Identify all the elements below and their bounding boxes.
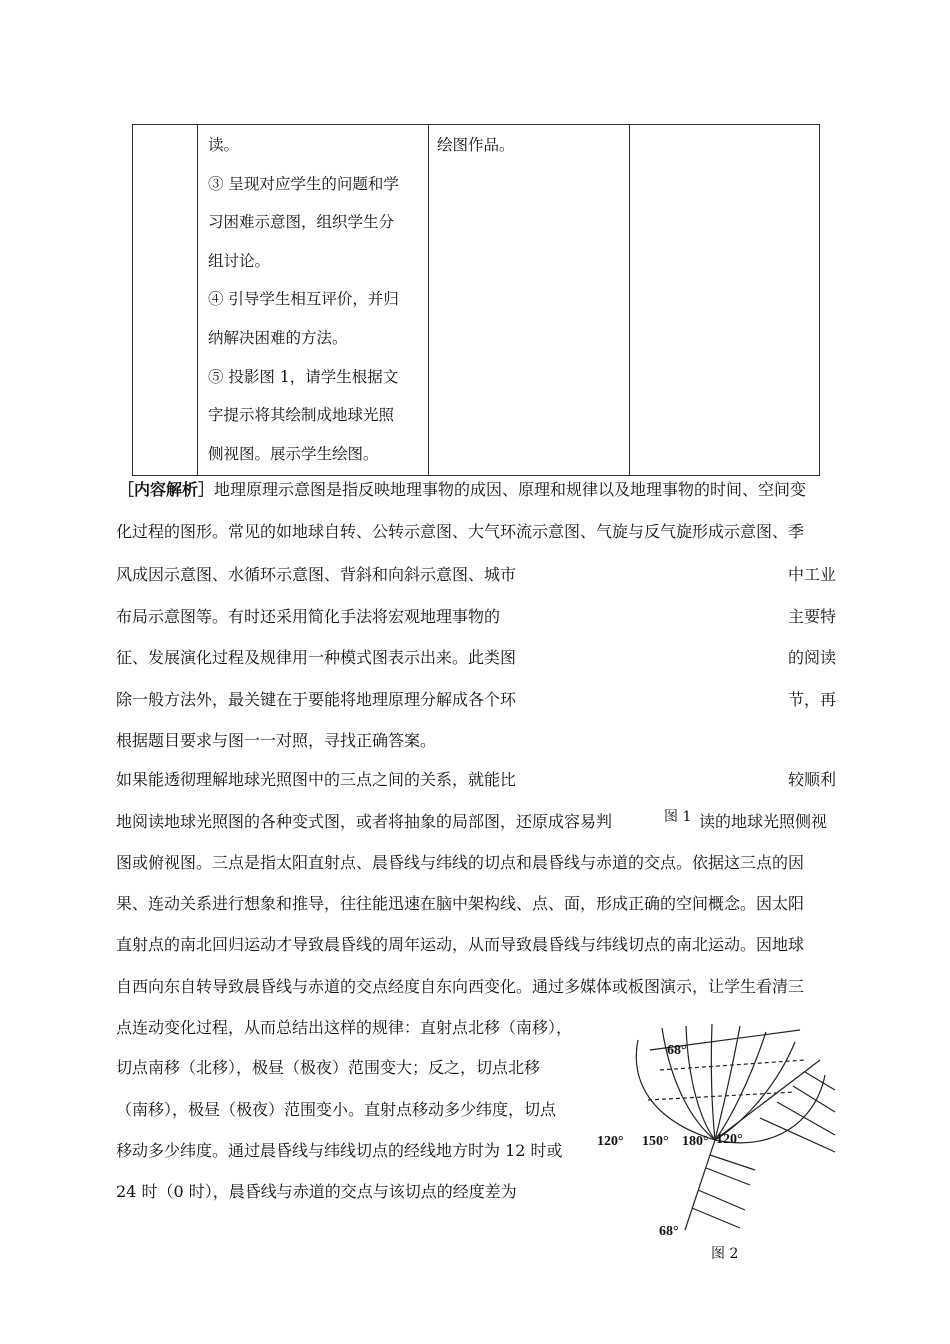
table-line: 绘图作品。 bbox=[437, 136, 515, 154]
analysis-line-17: 移动多少纬度。通过晨昏线与纬线切点的经线地方时为 12 时或 bbox=[116, 1141, 563, 1160]
table-line: ③ 呈现对应学生的问题和学 bbox=[208, 174, 399, 193]
table-cell-empty-1 bbox=[133, 125, 198, 476]
table-cell-student-activity bbox=[429, 125, 630, 476]
analysis-line-8b: 较顺利 bbox=[788, 770, 837, 789]
figure2-lon-3: 180° bbox=[682, 1134, 709, 1149]
figure2-lat-top: 68° bbox=[667, 1043, 687, 1058]
table-cell-empty-2 bbox=[630, 125, 820, 476]
figure2-lon-1: 120° bbox=[597, 1134, 624, 1149]
figure2-caption: 图 2 bbox=[711, 1246, 739, 1262]
table-line: ④ 引导学生相互评价，并归 bbox=[208, 290, 399, 309]
figure2-lat-bottom: 68° bbox=[659, 1224, 679, 1239]
table-line: 侧视图。展示学生绘图。 bbox=[208, 444, 379, 463]
table-cell-teacher-activity bbox=[198, 125, 429, 476]
analysis-line-9a: 地阅读地球光照图的各种变式图，或者将抽象的局部图，还原成容易判 bbox=[116, 812, 613, 831]
figure2-diagram bbox=[590, 1020, 850, 1240]
analysis-line-5a: 征、发展演化过程及规律用一种模式图表示出来。此类图 bbox=[116, 648, 517, 667]
analysis-line-12: 直射点的南北回归运动才导致晨昏线的周年运动，从而导致晨昏线与纬线切点的南北运动。因地球 bbox=[116, 935, 805, 954]
analysis-line-7: 根据题目要求与图一一对照，寻找正确答案。 bbox=[116, 731, 437, 750]
analysis-line-15: 切点南移（北移），极昼（极夜）范围变大；反之，切点北移 bbox=[116, 1058, 541, 1077]
analysis-line-4a: 布局示意图等。有时还采用简化手法将宏观地理事物的 bbox=[116, 607, 501, 626]
analysis-line-1 bbox=[118, 480, 806, 500]
analysis-line-5b: 的阅读 bbox=[788, 648, 837, 667]
table-line: 读。 bbox=[208, 136, 240, 154]
analysis-line-9b: 读的地球光照侧视 bbox=[699, 812, 828, 831]
analysis-line-2: 化过程的图形。常见的如地球自转、公转示意图、大气环流示意图、气旋与反气旋形成示意图、季 bbox=[116, 522, 805, 541]
analysis-line-14: 点连动变化过程，从而总结出这样的规律：直射点北移（南移）， bbox=[116, 1018, 573, 1037]
analysis-line-6b: 节，再 bbox=[788, 690, 837, 709]
analysis-line-16: （南移），极昼（极夜）范围变小。直射点移动多少纬度，切点 bbox=[116, 1100, 557, 1119]
figure2-lon-2: 150° bbox=[642, 1134, 669, 1149]
analysis-line-10: 图或俯视图。三点是指太阳直射点、晨昏线与纬线的切点和晨昏线与赤道的交点。依据这三点的因 bbox=[116, 853, 805, 872]
table-line: 纳解决困难的方法。 bbox=[208, 328, 348, 347]
analysis-line-3b: 中工业 bbox=[788, 565, 837, 584]
analysis-heading: ［内容解析］ bbox=[118, 480, 215, 499]
analysis-line-13: 自西向东自转导致晨昏线与赤道的交点经度自东向西变化。通过多媒体或板图演示，让学生看清三 bbox=[116, 977, 805, 996]
analysis-line-3a: 风成因示意图、水循环示意图、背斜和向斜示意图、城市 bbox=[116, 565, 517, 584]
analysis-line-8a: 如果能透彻理解地球光照图中的三点之间的关系，就能比 bbox=[116, 770, 517, 789]
table-line: 习困难示意图，组织学生分 bbox=[208, 213, 395, 232]
analysis-line-4b: 主要特 bbox=[788, 607, 837, 626]
analysis-line-11: 果、连动关系进行想象和推导，往往能迅速在脑中架构线、点、面，形成正确的空间概念。因太阳 bbox=[116, 894, 805, 913]
analysis-text: 地理原理示意图是指反映地理事物的成因、原理和规律以及地理事物的时间、空间变 bbox=[214, 480, 807, 499]
analysis-line-18: 24 时（0 时），晨昏线与赤道的交点与该切点的经度差为 bbox=[116, 1182, 517, 1201]
table-line: 组讨论。 bbox=[208, 251, 271, 270]
analysis-line-6a: 除一般方法外，最关键在于要能将地理原理分解成各个环 bbox=[116, 690, 517, 709]
figure2-lon-4: 120° bbox=[716, 1132, 743, 1147]
figure1-caption: 图 1 bbox=[664, 809, 692, 825]
lesson-table bbox=[132, 124, 820, 476]
table-line: 字提示将其绘制成地球光照 bbox=[208, 406, 395, 425]
table-line: ⑤ 投影图 1，请学生根据文 bbox=[208, 367, 399, 386]
